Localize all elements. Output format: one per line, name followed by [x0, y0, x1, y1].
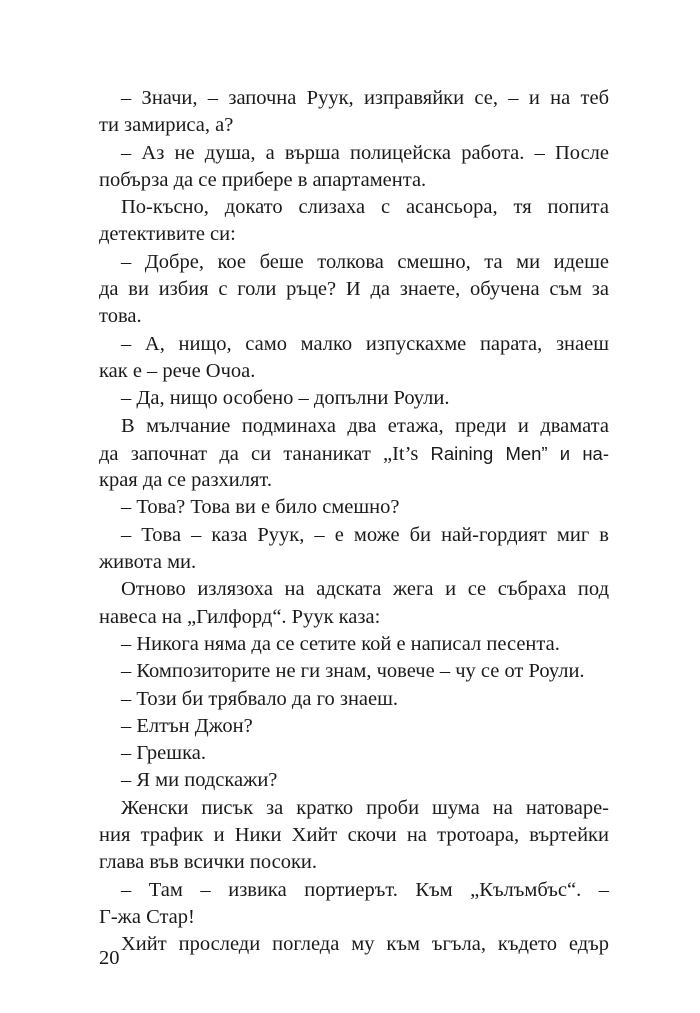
text-line: – Елтън Джон?	[121, 714, 253, 737]
text-line: – Да, нищо особено – допълни Роули.	[121, 387, 450, 410]
text-line: да ви избия с голи ръце? И да знаете, обучена съм за	[99, 278, 609, 301]
text-line: Хийт проследи погледа му към ъгъла, където едър	[121, 933, 609, 956]
text-line: ния трафик и Ники Хийт скочи на тротоара, въртейки	[99, 824, 609, 847]
text-line: това.	[99, 305, 142, 328]
text-line: В мълчание подминаха два етажа, преди и двамата	[121, 414, 609, 437]
text-line: – А, нищо, само малко изпускахме парата, знаеш	[121, 332, 609, 355]
text-line: – Този би трябвало да го знаеш.	[121, 687, 399, 710]
text-line: ти замириса, а?	[99, 114, 234, 137]
text-line: – Това? Това ви е било смешно?	[121, 496, 400, 519]
text-line: – Това – каза Руук, – е може би най-гордият миг в	[121, 523, 609, 546]
text-line: – Я ми подскажи?	[121, 769, 278, 792]
text-line: – Там – извика портиерът. Към „Кълъмбъс“. –	[121, 878, 609, 901]
text-line: Отново излязоха на адската жега и се събраха под	[121, 578, 609, 601]
body-text	[99, 85, 609, 959]
text-line: – Добре, кое беше толкова смешно, та ми идеше	[121, 250, 609, 273]
text-line: живота ми.	[99, 551, 197, 574]
text-line: – Композиторите не ги знам, човече – чу се от Роули.	[121, 660, 585, 683]
text-line: края да се разхилят.	[99, 469, 272, 492]
text-line: – Аз не душа, а върша полицейска работа. – После	[121, 141, 609, 164]
text-line: навеса на „Гилфорд“. Руук каза:	[99, 605, 381, 628]
text-line: – Значи, – започна Руук, изправяйки се, – и на теб	[121, 87, 609, 109]
page-number: 20	[99, 947, 120, 969]
text-line: побърза да се прибере в апартамента.	[99, 168, 427, 191]
text-line: глава във всички посоки.	[99, 851, 318, 874]
text-line: – Никога няма да се сетите кой е написал песента.	[121, 632, 560, 655]
text-line: По-късно, докато слизаха с асансьора, тя попита	[121, 196, 609, 219]
text-line: да започнат да си тананикат „It’s Raining Men” и на-	[99, 442, 610, 465]
text-line: Женски писък за кратко проби шума на натоваре-	[121, 796, 609, 819]
text-line: как е – рече Очоа.	[99, 359, 256, 382]
text-line: детективите си:	[99, 223, 236, 246]
text-line: Г-жа Стар!	[99, 905, 195, 928]
text-line: – Грешка.	[121, 742, 206, 765]
